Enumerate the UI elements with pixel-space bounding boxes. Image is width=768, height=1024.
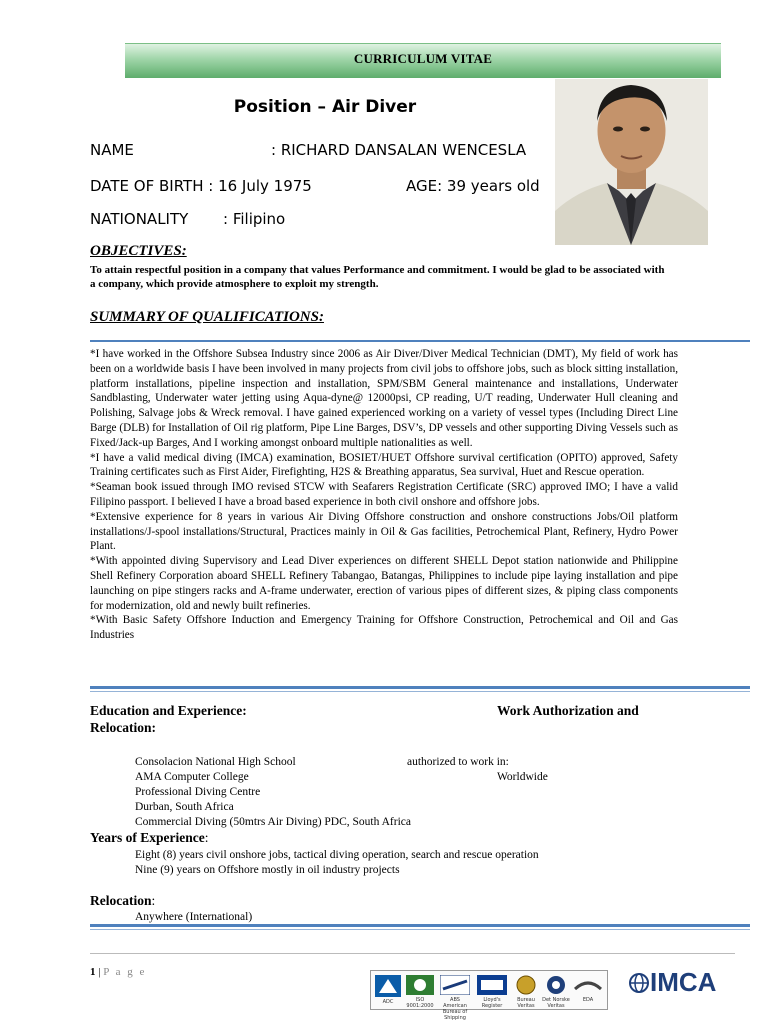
iso-logo bbox=[405, 975, 435, 1009]
experience-title-text: Years of Experience bbox=[90, 830, 205, 845]
logo-caption: Lloyd's Register bbox=[481, 997, 503, 1009]
page-sep: | bbox=[95, 966, 104, 978]
section-rule bbox=[90, 924, 750, 927]
relocation-value: Anywhere (International) bbox=[135, 911, 253, 923]
education-title: Education and Experience: bbox=[90, 703, 247, 718]
experience-title bbox=[90, 830, 208, 846]
relocation-heading: Relocation: bbox=[90, 720, 156, 735]
logo-caption: ADC bbox=[382, 999, 394, 1005]
experience-colon: : bbox=[204, 830, 209, 845]
summary-paragraph: *With Basic Safety Offshore Induction and Emergency Training for Offshore Construction, Petrochemical and Oil and Gas Industries bbox=[90, 614, 678, 642]
list-item: Nine (9) years on Offshore mostly in oil industry projects bbox=[135, 864, 400, 876]
objectives-title: OBJECTIVES: bbox=[90, 243, 187, 259]
list-item: Durban, South Africa bbox=[135, 801, 234, 813]
bureau-veritas-logo bbox=[512, 975, 540, 1009]
summary-paragraph: *I have a valid medical diving (IMCA) examination, BOSIET/HUET Offshore survival certification (OPITO) approved, Safety Training certificates such as First Aider, Firefighting, H2S & Breathing apparatus, Sea survival, Huet and Rescue operation. bbox=[90, 451, 678, 479]
portrait-image bbox=[555, 79, 708, 245]
cv-banner bbox=[125, 43, 721, 78]
dnv-logo bbox=[542, 975, 570, 1009]
abs-logo bbox=[438, 975, 472, 1021]
footer-rule bbox=[90, 953, 735, 954]
abs-badge-icon bbox=[440, 975, 470, 995]
summary-paragraph: *Seaman book issued through IMO revised STCW with Seafarers Registration Certificate (SRC) approved IMO; I have a valid Filipino passport. I believed I have a broad based experience in both civil onshore and offshore jobs. bbox=[90, 481, 678, 508]
nationality-value: : Filipino bbox=[223, 210, 286, 228]
name-label: NAME bbox=[90, 141, 134, 159]
logo-caption: Bureau Veritas bbox=[517, 997, 535, 1009]
section-rule bbox=[90, 691, 750, 692]
page-number bbox=[90, 966, 146, 978]
nationality-label: NATIONALITY bbox=[90, 210, 189, 228]
section-rule bbox=[90, 686, 750, 689]
eda-logo bbox=[572, 975, 604, 1003]
relocation-title bbox=[90, 893, 155, 909]
logo-caption: EDA bbox=[582, 997, 594, 1003]
iso-badge-icon bbox=[406, 975, 434, 995]
experience-list bbox=[135, 848, 539, 878]
list-item: Consolacion National High School bbox=[135, 756, 296, 768]
name-value: : RICHARD DANSALAN WENCESLA bbox=[271, 141, 527, 159]
summary-paragraph: *I have worked in the Offshore Subsea Industry since 2006 as Air Diver/Diver Medical Technician (DMT), My field of work has been on a worldwide basis I have been involved in many projects from civil jobs to offshore jobs, such as block sitting installation, platform installations, pipeline inspection and installation, SPM/SBM General maintenance and installations, Underwater Sandblasting, Underwater water jetting using Aqua-dyne@ 12000psi, CP reading, U/T reading, Underwater Hull cleaning and Polishing, Salvage jobs & Wreck removal. I have gained experienced working on a variety of vessel types (Including Direct Line Barge (DLB) for Installation of Oil rig platform, Pipe Line Barges, DSV’s, DP vessels and other supporting Diving Vessels such as Fixed/Jack-up Barges, And I working amongst onboard multiple nationalities as well. bbox=[90, 348, 678, 449]
auth-value: Worldwide bbox=[497, 771, 548, 783]
age-field: AGE: 39 years old bbox=[406, 177, 540, 195]
profile-photo bbox=[555, 79, 708, 245]
list-item: Professional Diving Centre bbox=[135, 786, 261, 798]
dnv-seal-icon bbox=[545, 975, 567, 995]
bv-seal-icon bbox=[515, 975, 537, 995]
logo-caption: ABS American Bureau of Shipping bbox=[442, 997, 468, 1021]
eda-badge-icon bbox=[573, 975, 603, 995]
list-item: AMA Computer College bbox=[135, 771, 249, 783]
auth-text: authorized to work in: bbox=[407, 756, 509, 768]
lloyds-logo bbox=[475, 975, 509, 1009]
school-list bbox=[135, 755, 411, 830]
relocation-colon: : bbox=[151, 893, 156, 908]
page-word: P a g e bbox=[103, 966, 147, 978]
relocation-title-text: Relocation bbox=[90, 893, 152, 908]
section-rule bbox=[90, 929, 750, 930]
adc-logo bbox=[374, 975, 402, 1005]
summary-paragraph: *With appointed diving Supervisory and Lead Diver experiences on different SHELL Depot station nationwide and Philippine Shell Refinery Corporation aboard SHELL Refinery Tabangao, Batangas, Philippines to include pipe laying installation and pipe launching on pipe stingers racks and A-frame underwater, erection of various pipes of different sizes, & piping class components for modernization, old and newly built refineries. bbox=[90, 555, 678, 612]
section-rule bbox=[90, 340, 750, 342]
summary-paragraph: *Extensive experience for 8 years in various Air Diving Offshore construction and onshore constructions Jobs/Oil platform installations/J-spool installations/Structural, Practices mainly in Oil & Gas facilities, Petrochemical Plant, Refinery, Hydro Power Plant. bbox=[90, 510, 678, 553]
logo-caption: Det Norske Veritas bbox=[542, 997, 570, 1009]
globe-icon bbox=[628, 972, 650, 994]
logo-caption: ISO 9001:2000 bbox=[406, 997, 434, 1009]
list-item: Commercial Diving (50mtrs Air Diving) PDC, South Africa bbox=[135, 816, 411, 828]
summary-body bbox=[90, 347, 678, 643]
adc-emblem-icon bbox=[375, 975, 401, 997]
position-title: Position – Air Diver bbox=[233, 97, 417, 117]
work-auth-title: Work Authorization and bbox=[497, 703, 639, 718]
cv-title: CURRICULUM VITAE bbox=[353, 51, 493, 66]
imca-logo bbox=[628, 967, 716, 998]
dob-field: DATE OF BIRTH : 16 July 1975 bbox=[90, 177, 312, 195]
list-item: Eight (8) years civil onshore jobs, tactical diving operation, search and rescue operation bbox=[135, 849, 539, 861]
objectives-text: To attain respectful position in a company that values Performance and commitment. I would be glad to be associated with a company, which provide atmosphere to exploit my strength. bbox=[90, 264, 665, 290]
lloyds-badge-icon bbox=[477, 975, 507, 995]
page-num: 1 bbox=[90, 966, 96, 978]
certification-logos bbox=[370, 970, 608, 1021]
imca-text: IMCA bbox=[650, 967, 717, 997]
summary-title: SUMMARY OF QUALIFICATIONS: bbox=[90, 309, 324, 325]
